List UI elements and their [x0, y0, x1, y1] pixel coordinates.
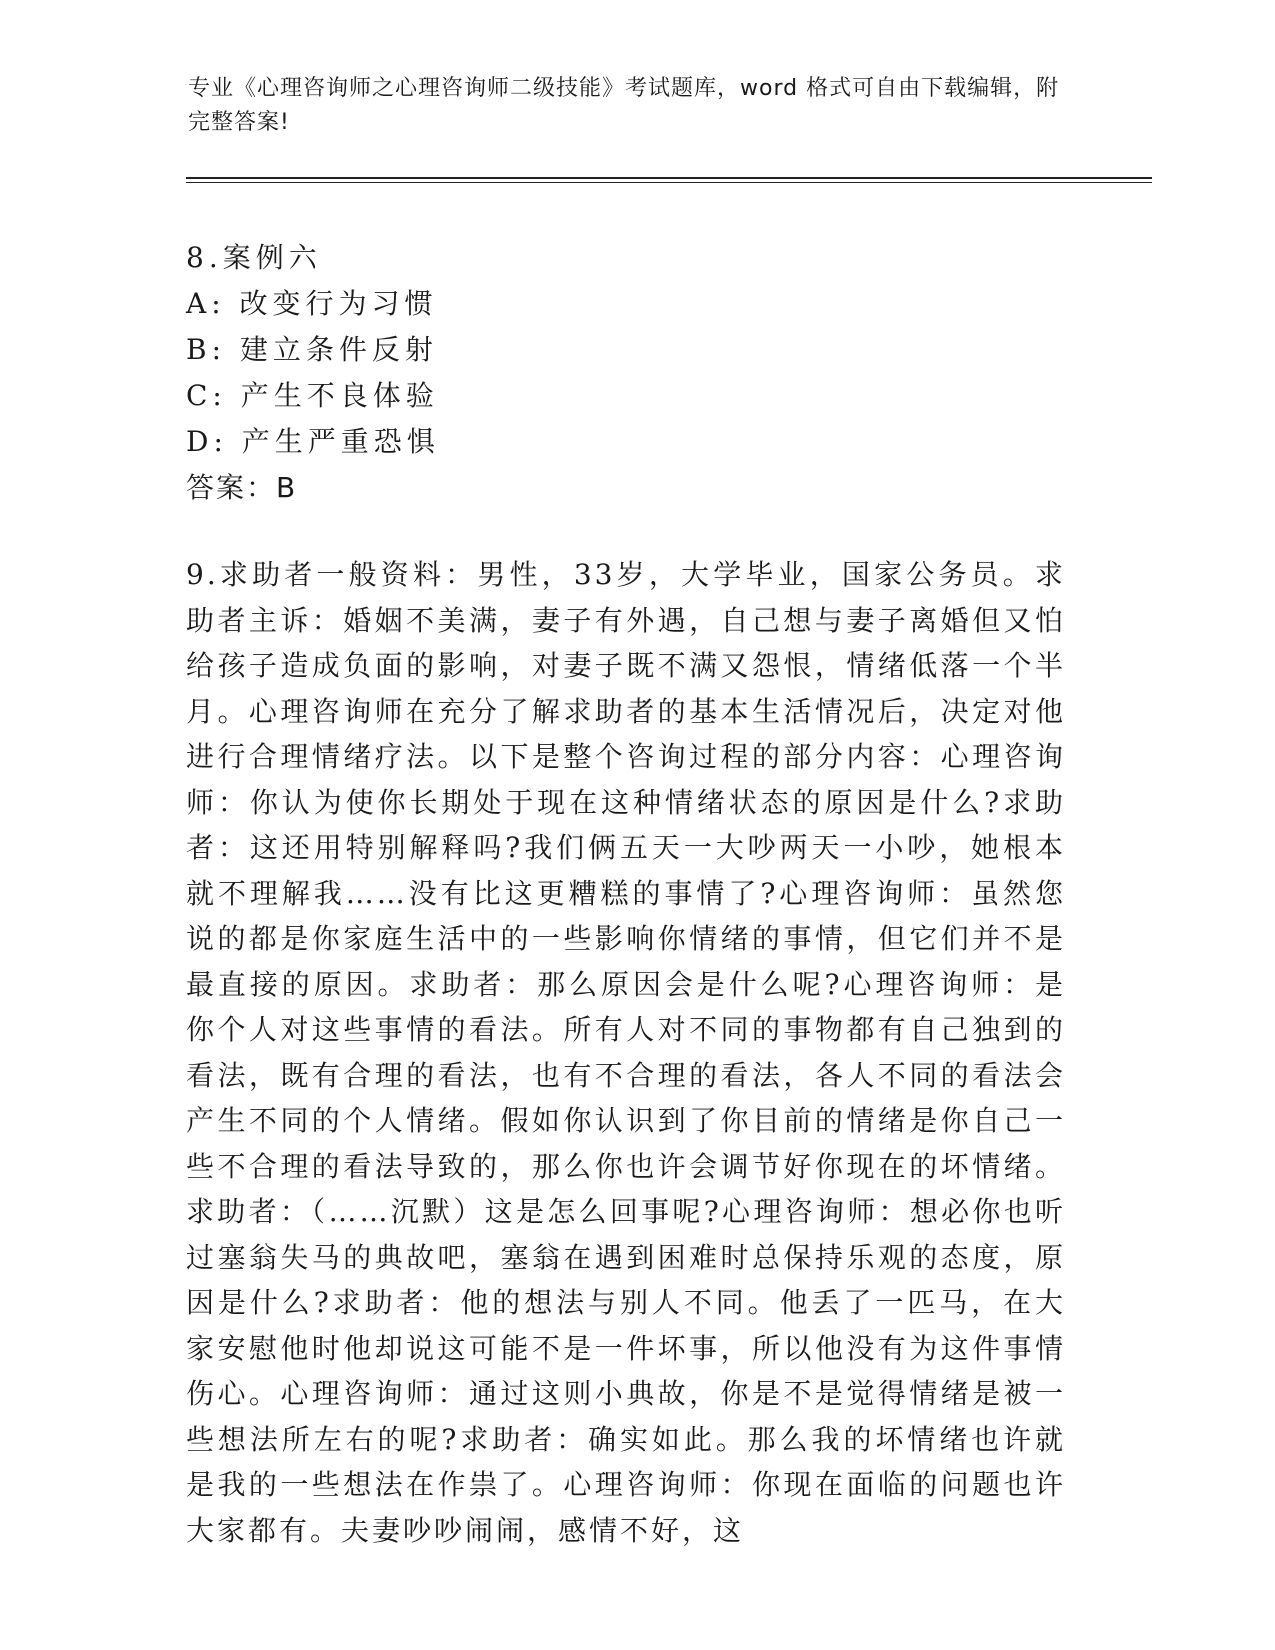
- question-8-stem: 8.案例六: [186, 241, 322, 274]
- question-8-option-c: C: 产生不良体验: [186, 379, 439, 412]
- question-9-stem: 9.求助者一般资料：男性，33岁，大学毕业，国家公务员。求助者主诉：婚姻不美满，妻子有外遇，自己想与妻子离婚但又怕给孩子造成负面的影响，对妻子既不满又怨恨，情绪低落一个半月。心理咨询师在充分了解求助者的基本生活情况后，决定对他进行合理情绪疗法。以下是整个咨询过程的部分内容：心理咨询师：你认为使你长期处于现在这种情绪状态的原因是什么?求助者：这还用特别解释吗?我们俩五天一大吵两天一小吵，她根本就不理解我……没有比这更糟糕的事情了?心理咨询师：虽然您说的都是你家庭生活中的一些影响你情绪的事情，但它们并不是最直接的原因。求助者：那么原因会是什么呢?心理咨询师：是你个人对这些事情的看法。所有人对不同的事物都有自己独到的看法，既有合理的看法，也有不合理的看法，各人不同的看法会产生不同的个人情绪。假如你认识到了你目前的情绪是你自己一些不合理的看法导致的，那么你也许会调节好你现在的坏情绪。求助者：（……沉默）这是怎么回事呢?心理咨询师：想必你也听过塞翁失马的典故吧，塞翁在遇到困难时总保持乐观的态度，原因是什么?求助者：他的想法与别人不同。他丢了一匹马，在大家安慰他时他却说这可能不是一件坏事，所以他没有为这件事情伤心。心理咨询师：通过这则小典故，你是不是觉得情绪是被一些想法所左右的呢?求助者：确实如此。那么我的坏情绪也许就是我的一些想法在作祟了。心理咨询师：你现在面临的问题也许大家都有。夫妻吵吵闹闹，感情不好，这: [186, 558, 1066, 1547]
- question-8-option-d: D: 产生严重恐惧: [186, 425, 440, 458]
- question-8: [186, 235, 1146, 511]
- question-8-option-a: A: 改变行为习惯: [186, 287, 438, 320]
- question-8-option-b: B: 建立条件反射: [186, 333, 438, 366]
- header-divider: [186, 177, 1152, 183]
- document-header: 专业《心理咨询师之心理咨询师二级技能》考试题库，word 格式可自由下载编辑，附完整答案!: [188, 76, 1060, 135]
- question-8-answer: 答案：B: [186, 471, 298, 504]
